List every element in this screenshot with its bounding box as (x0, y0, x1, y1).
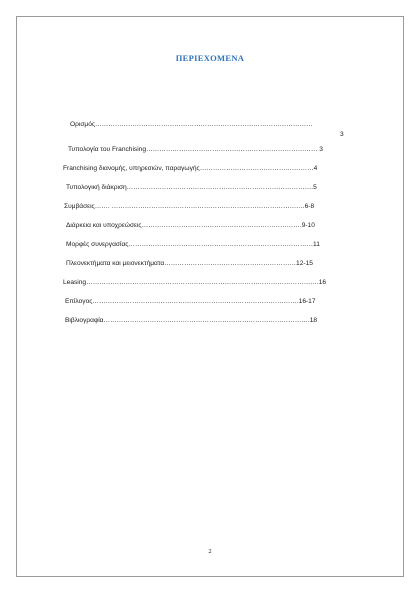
toc-entry-franchising-types: Τυπολογία του Franchising…………………………………………………………………… 3 (68, 146, 323, 153)
toc-entry-definition-page: 3 (340, 131, 344, 138)
toc-entry-leasing: Leasing…………………………………………………………………………………………….16 (63, 279, 327, 286)
toc-entry-definition: Ορισμός……………………………………………………………………………………… (70, 121, 313, 128)
toc-entry-cooperation-forms: Μορφές συνεργασίας…………………………………………………………………………11 (66, 241, 320, 248)
toc-entry-bibliography: Βιβλιογραφία………………………………………………………………………………….18 (65, 317, 318, 324)
toc-entry-contracts: Συμβάσεις……. ………………………………………………………………………….…6-8 (64, 203, 315, 210)
toc-entry-franchising-distribution: Franchising διανομής, υπηρεσιών, παραγωγής…………………………………….………4 (63, 165, 318, 172)
toc-entry-epilogue: Επίλογος………………………………………………………………………………….16-17 (65, 298, 316, 305)
toc-entry-typological-distinction: Τυπολογική διάκριση………………………………………………………………………….5 (66, 184, 317, 191)
page-border (16, 16, 404, 577)
toc-entry-pros-cons: Πλεονεκτήματα και μειονεκτήματα……………………………………………………12-15 (66, 260, 313, 267)
page-number: 2 (208, 548, 212, 555)
toc-entry-duration: Διάρκεια και υποχρεώσεις……………………………………………………………….9-10 (66, 222, 315, 229)
toc-title: ΠΕΡΙΕΧΟΜΕΝΑ (175, 53, 245, 63)
